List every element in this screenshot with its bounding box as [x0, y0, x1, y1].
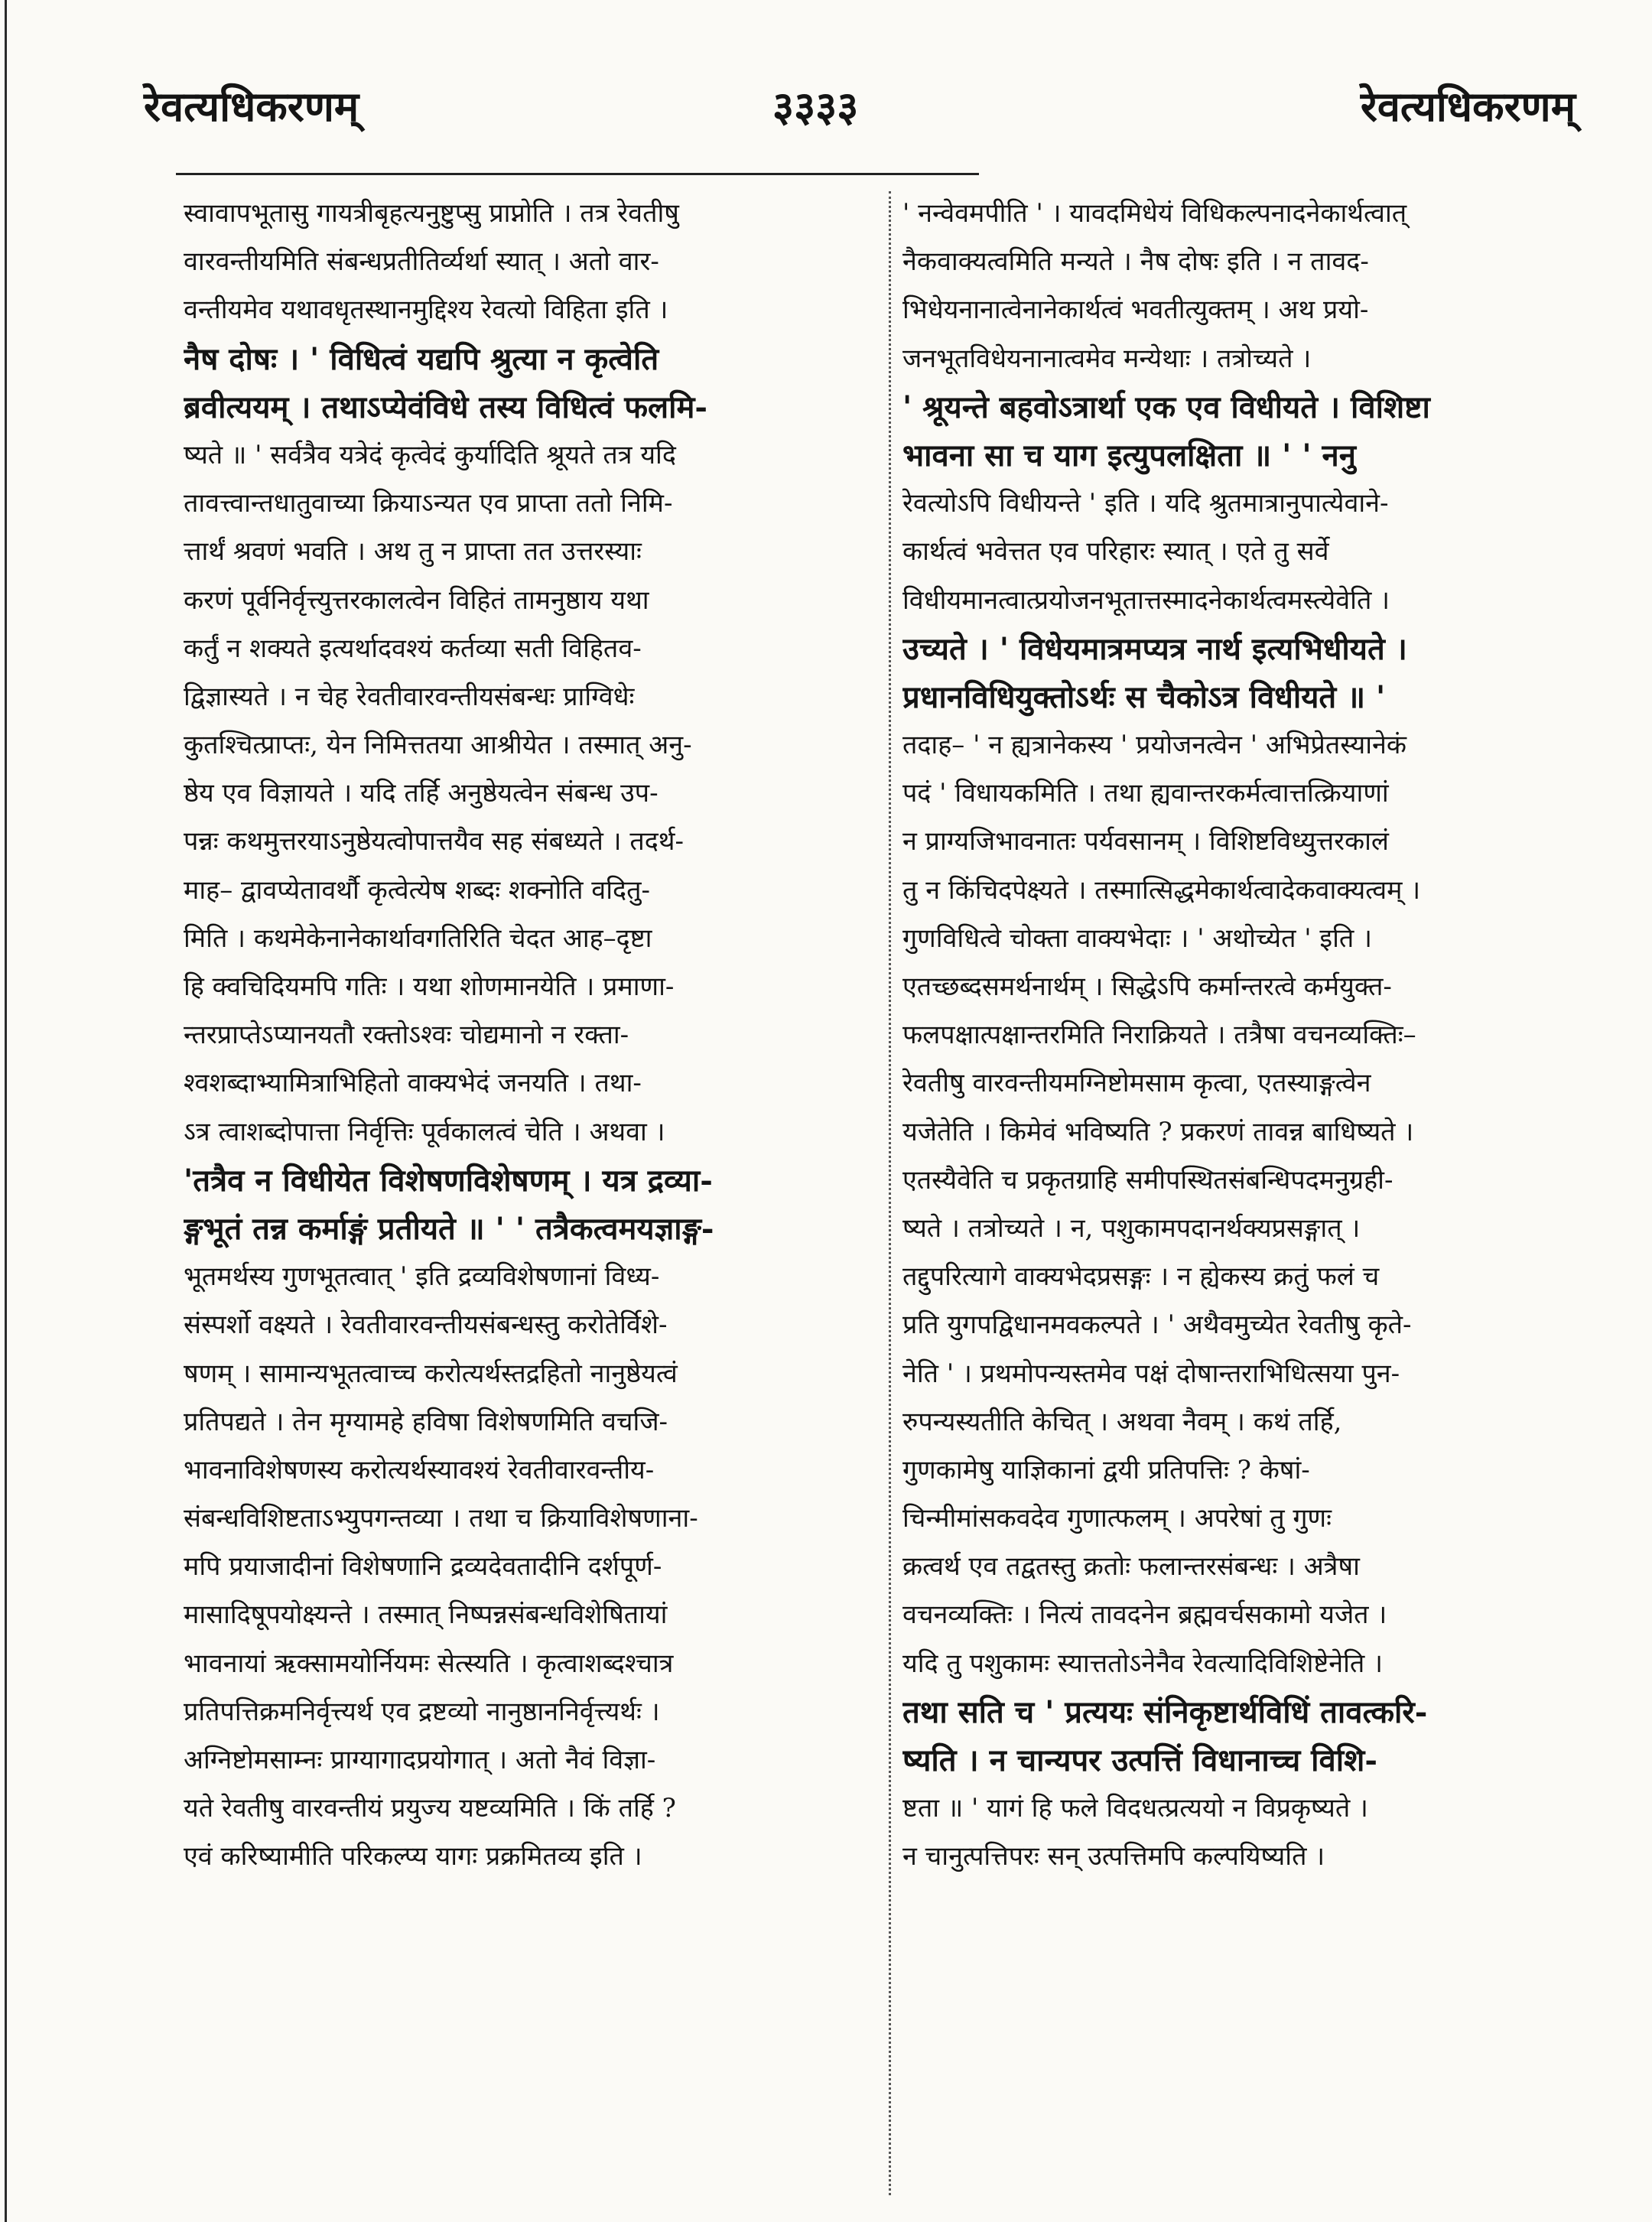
text-line: ष्यति । न चान्यपर उत्पत्तिं विधानाच्च विशि-: [902, 1742, 1377, 1778]
text-line: यजेतेति । किमेवं भविष्यति ? प्रकरणं तावन्न बाधिष्यते ।: [902, 1116, 1414, 1147]
text-line: रेवत्योऽपि विधीयन्ते ' इति । यदि श्रुतमात्रानुपात्येवाने-: [902, 488, 1389, 519]
text-line: त्तार्थं श्रवणं भवति । अथ तु न प्राप्ता तत उत्तरस्याः: [184, 536, 642, 568]
text-line: ष्यते ॥ ' सर्वत्रैव यत्रेदं कृत्वेदं कुर्यादिति श्रूयते तत्र यदि: [184, 439, 676, 470]
text-line: यते रेवतीषु वारवन्तीयं प्रयुज्य यष्टव्यमिति । किं तर्हि ?: [184, 1793, 676, 1824]
text-line: भावनायां ऋक्सामयोर्नियमः सेत्स्यति । कृत्वाशब्दश्चात्र: [184, 1648, 674, 1679]
text-line: एतच्छब्दसमर्थनार्थम् । सिद्धेऽपि कर्मान्तरत्वे कर्मयुक्त-: [902, 971, 1392, 1002]
page-edge-line: [5, 0, 7, 2222]
text-line: यदि तु पशुकामः स्यात्ततोऽनेनैव रेवत्यादिविशिष्टेनेति ।: [902, 1648, 1383, 1679]
text-line: करणं पूर्वनिर्वृत्त्युत्तरकालत्वेन विहितं तामनुष्ठाय यथा: [184, 584, 649, 616]
text-line: तद्दुपरित्यागे वाक्यभेदप्रसङ्गः । न ह्येकस्य क्रतुं फलं च: [902, 1261, 1380, 1293]
page-number: ३३३३: [772, 82, 859, 131]
text-line: ' श्रूयन्ते बहवोऽत्रार्था एक एव विधीयते । विशिष्टा: [902, 389, 1430, 425]
text-line: तु न किंचिदपेक्ष्यते । तस्मात्सिद्धमेकार्थत्वादेकवाक्यत्वम् ।: [902, 874, 1421, 906]
text-line: मिति । कथमेकेनानेकार्थावगतिरिति चेदत आह–दृष्टा: [184, 922, 652, 954]
text-line: न प्राग्यजिभावनातः पर्यवसानम् । विशिष्टविध्युत्तरकालं: [902, 826, 1389, 857]
text-line: तथा सति च ' प्रत्ययः संनिकृष्टार्थविधिं तावत्करि-: [902, 1693, 1428, 1730]
text-line: प्रतिपत्तिक्रमनिर्वृत्त्यर्थ एव द्रष्टव्यो नानुष्ठाननिर्वृत्त्यर्थः ।: [184, 1696, 660, 1727]
text-line: वन्तीयमेव यथावधृतस्थानमुद्दिश्य रेवत्यो विहिता इति ।: [184, 294, 668, 326]
text-line: न्तरप्राप्तेऽप्यानयतौ रक्तोऽश्वः चोद्यमानो न रक्ता-: [184, 1020, 629, 1051]
header-rule: [176, 173, 979, 175]
text-line: तावत्त्वान्तधातुवाच्या क्रियाऽन्यत एव प्राप्ता ततो निमि-: [184, 488, 673, 519]
text-line: ' नन्वेवमपीति ' । यावदमिधेयं विधिकल्पनादनेकार्थत्वात्: [902, 198, 1407, 229]
text-line: नैकवाक्यत्वमिति मन्यते । नैष दोषः इति । न तावद-: [902, 246, 1369, 278]
text-line: गुणविधित्वे चोक्ता वाक्यभेदाः । ' अथोच्येत ' इति ।: [902, 922, 1372, 954]
text-line: गुणकामेषु याज्ञिकानां द्वयी प्रतिपत्तिः ? केषां-: [902, 1454, 1310, 1485]
text-line: रुपन्यस्यतीति केचित् । अथवा नैवम् । कथं तर्हि,: [902, 1406, 1342, 1437]
text-line: भावनाविशेषणस्य करोत्यर्थस्यावश्यं रेवतीवारवन्तीय-: [184, 1454, 655, 1485]
text-line: एवं करिष्यामीति परिकल्प्य यागः प्रक्रमितव्य इति ।: [184, 1841, 642, 1872]
text-line: षणम् । सामान्यभूतत्वाच्च करोत्यर्थस्तद्रहितो नानुष्ठेयत्वं: [184, 1358, 678, 1389]
text-line: मपि प्रयाजादीनां विशेषणानि द्रव्यदेवतादीनि दर्शपूर्ण-: [184, 1551, 662, 1583]
text-line: द्विज्ञास्यते । न चेह रेवतीवारवन्तीयसंबन्धः प्राग्विधेः: [184, 681, 635, 712]
text-line: रेवतीषु वारवन्तीयमग्निष्टोमसाम कृत्वा, एतस्याङ्गत्वेन: [902, 1068, 1371, 1099]
text-line: एतस्यैवेति च प्रकृतग्राहि समीपस्थितसंबन्धिपदमनुग्रही-: [902, 1164, 1393, 1196]
text-line: ब्रवीत्ययम् । तथाऽप्येवंविधे तस्य विधित्वं फलमि-: [184, 389, 708, 425]
text-line: प्रति युगपद्विधानमवकल्पते । ' अथैवमुच्येत रेवतीषु कृते-: [902, 1309, 1412, 1341]
text-line: कुतश्चित्प्राप्तः, येन निमित्ततया आश्रीयेत । तस्मात् अनु-: [184, 730, 692, 761]
text-line: हि क्वचिदियमपि गतिः । यथा शोणमानयेति । प्रमाणा-: [184, 971, 675, 1002]
text-line: नैष दोषः । ' विधित्वं यद्यपि श्रुत्या न कृत्वेति: [184, 340, 659, 377]
text-line: फलपक्षात्पक्षान्तरमिति निराक्रियते । तत्रैषा वचनव्यक्तिः–: [902, 1020, 1416, 1051]
text-line: श्वशब्दाभ्यामित्राभिहितो वाक्यभेदं जनयति । तथा-: [184, 1068, 642, 1099]
text-line: ष्ठेय एव विज्ञायते । यदि तर्हि अनुष्ठेयत्वेन संबन्ध उप-: [184, 778, 659, 809]
text-line: क्रत्वर्थ एव तद्वतस्तु क्रतोः फलान्तरसंबन्धः । अत्रैषा: [902, 1551, 1360, 1583]
text-line: जनभूतविधेयनानात्वमेव मन्येथाः । तत्रोच्यते ।: [902, 343, 1312, 374]
text-line: प्रधानविधियुक्तोऽर्थः स चैकोऽत्र विधीयते ॥ ': [902, 678, 1386, 715]
text-line: ङ्गभूतं तन्न कर्माङ्गं प्रतीयते ॥ ' ' तत्रैकत्वमयज्ञाङ्ग-: [184, 1210, 714, 1247]
text-line: ऽत्र त्वाशब्दोपात्ता निर्वृत्तिः पूर्वकालत्वं चेति । अथवा ।: [184, 1116, 665, 1147]
column-divider: [889, 191, 891, 2195]
text-line: ष्टता ॥ ' यागं हि फले विदधत्प्रत्ययो न विप्रकृष्यते ।: [902, 1793, 1368, 1824]
text-line: नेति ' । प्रथमोपन्यस्तमेव पक्षं दोषान्तराभिधित्सया पुन-: [902, 1358, 1400, 1389]
text-line: विधीयमानत्वात्प्रयोजनभूतात्तस्मादनेकार्थत्वमस्त्येवेति ।: [902, 584, 1390, 616]
text-line: अग्निष्टोमसाम्नः प्राग्यागादप्रयोगात् । अतो नैवं विज्ञा-: [184, 1745, 656, 1775]
text-line: संस्पर्शो वक्ष्यते । रेवतीवारवन्तीयसंबन्धस्तु करोतेर्विशे-: [184, 1309, 668, 1341]
right-column: [902, 190, 1598, 1882]
text-line: ष्यते । तत्रोच्यते । न, पशुकामपदानर्थक्यप्रसङ्गात् ।: [902, 1212, 1361, 1244]
text-line: भिधेयनानात्वेनानेकार्थत्वं भवतीत्युक्तम् । अथ प्रयो-: [902, 294, 1369, 326]
text-line: स्वावापभूतासु गायत्रीबृहत्यनुष्टुप्सु प्राप्नोति । तत्र रेवतीषु: [184, 198, 679, 229]
text-line: भूतमर्थस्य गुणभूतत्वात् ' इति द्रव्यविशेषणानां विध्य-: [184, 1261, 660, 1293]
text-line: तदाह– ' न ह्यत्रानेकस्य ' प्रयोजनत्वेन ' अभिप्रेतस्यानेकं: [902, 730, 1407, 761]
text-line: भावना सा च याग इत्युपलक्षिता ॥ ' ' ननु: [902, 437, 1356, 473]
text-line: वारवन्तीयमिति संबन्धप्रतीतिर्व्यर्था स्यात् । अतो वार-: [184, 246, 659, 278]
text-line: उच्यते । ' विधेयमात्रमप्यत्र नार्थ इत्यभिधीयते ।: [902, 630, 1407, 667]
text-line: न चानुत्पत्तिपरः सन् उत्पत्तिमपि कल्पयिष्यति ।: [902, 1841, 1325, 1872]
running-title-left: रेवत्यधिकरणम्: [144, 82, 359, 131]
running-title-right: रेवत्यधिकरणम्: [1360, 82, 1576, 131]
text-line: कर्तुं न शक्यते इत्यर्थादवश्यं कर्तव्या सती विहितव-: [184, 633, 642, 664]
text-line: 'तत्रैव न विधीयेत विशेषणविशेषणम् । यत्र द्रव्या-: [184, 1162, 713, 1199]
text-line: चिन्मीमांसकवदेव गुणात्फलम् । अपरेषां तु गुणः: [902, 1503, 1332, 1534]
left-column: [184, 190, 880, 1882]
page-header: [0, 76, 1652, 161]
text-line: मासादिषूपयोक्ष्यन्ते । तस्मात् निष्पन्नसंबन्धविशेषितायां: [184, 1599, 668, 1631]
text-line: वचनव्यक्तिः । नित्यं तावदनेन ब्रह्मवर्चसकामो यजेत ।: [902, 1599, 1387, 1631]
text-line: पन्नः कथमुत्तरयाऽनुष्ठेयत्वोपात्तयैव सह संबध्यते । तदर्थ-: [184, 826, 684, 857]
text-line: संबन्धविशिष्टताऽभ्युपगन्तव्या । तथा च क्रियाविशेषणाना-: [184, 1503, 698, 1534]
text-line: माह– द्वावप्येतावर्थौ कृत्वेत्येष शब्दः शक्नोति वदितु-: [184, 874, 650, 906]
text-line: पदं ' विधायकमिति । तथा ह्यवान्तरकर्मत्वात्तत्क्रियाणां: [902, 778, 1389, 809]
text-line: प्रतिपद्यते । तेन मृग्यामहे हविषा विशेषणमिति वचजि-: [184, 1406, 668, 1437]
text-line: कार्थत्वं भवेत्तत एव परिहारः स्यात् । एते तु सर्वे: [902, 536, 1329, 568]
